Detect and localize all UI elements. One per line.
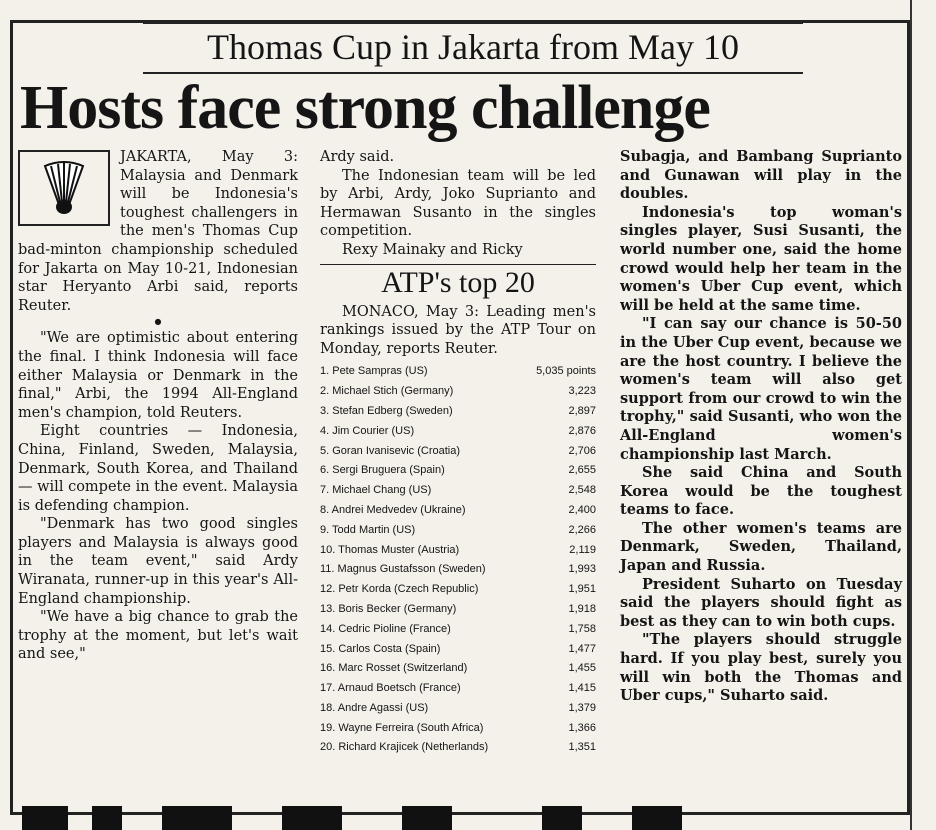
article-paragraph: "We have a big chance to grab the trophy at the moment, but let's wait and see,": [18, 609, 298, 663]
ranking-row: [320, 501, 596, 521]
ranking-points: 2,400: [568, 503, 596, 516]
ranking-points: 1,918: [568, 602, 596, 615]
rankings-list: [320, 362, 596, 758]
ranking-row: [320, 699, 596, 719]
adjacent-column-fragment: [915, 110, 936, 830]
ranking-points: 2,119: [569, 543, 596, 556]
ranking-player: 20. Richard Krajicek (Netherlands): [320, 741, 489, 754]
ranking-points: 2,706: [568, 444, 596, 457]
ranking-row: [320, 620, 596, 640]
sidebar-title: ATP's top 20: [320, 264, 596, 301]
ranking-row: [320, 719, 596, 739]
article-paragraph: The Indonesian team will be led by Arbi, Ardy, Joko Suprianto and Hermawan Susanto in the singles competition.: [320, 167, 596, 240]
ranking-player: 8. Andrei Medvedev (Ukraine): [320, 503, 466, 516]
ranking-points: 2,655: [568, 464, 596, 477]
article-paragraph: Ardy said.: [320, 149, 395, 165]
ranking-player: 7. Michael Chang (US): [320, 484, 432, 497]
ranking-player: 12. Petr Korda (Czech Republic): [320, 583, 479, 596]
ranking-row: [320, 679, 596, 699]
ranking-points: 1,477: [568, 642, 596, 655]
ranking-player: 10. Thomas Muster (Austria): [320, 543, 460, 556]
article-paragraph: Indonesia's top woman's singles player, Susi Susanti, the world number one, said the home crowd would help her team in the women's Uber Cup event, which will be held at the same time.: [620, 203, 902, 314]
ranking-points: 1,758: [568, 622, 596, 635]
ranking-row: [320, 560, 596, 580]
ranking-row: [320, 738, 596, 758]
main-headline: Hosts face strong challenge: [20, 74, 710, 142]
ranking-player: 13. Boris Becker (Germany): [320, 602, 457, 615]
ranking-row: [320, 580, 596, 600]
ranking-player: 5. Goran Ivanisevic (Croatia): [320, 444, 460, 457]
article-paragraph: "The players should struggle hard. If you play best, surely you will win both the Thomas and Uber cups," Suharto said.: [620, 631, 902, 705]
ranking-row: [320, 461, 596, 481]
ranking-player: 9. Todd Martin (US): [320, 523, 416, 536]
article-column-1: [18, 148, 298, 664]
separator-dot: ●: [154, 317, 162, 327]
ranking-player: 14. Cedric Pioline (France): [320, 622, 451, 635]
ranking-player: 2. Michael Stich (Germany): [320, 385, 454, 398]
ranking-points: 2,876: [568, 424, 596, 437]
ranking-points: 1,455: [568, 662, 596, 675]
ranking-points: 1,379: [568, 701, 596, 714]
ranking-row: [320, 481, 596, 501]
ranking-player: 18. Andre Agassi (US): [320, 701, 429, 714]
ranking-points: 2,266: [568, 523, 596, 536]
ranking-player: 6. Sergi Bruguera (Spain): [320, 464, 445, 477]
article-paragraph: "I can say our chance is 50-50 in the Uber Cup event, because we are the host country. I believe the women's team will also get support from our crowd to win the trophy," said Susanti, who won the All-England women's championship last March.: [620, 315, 902, 463]
ranking-row: [320, 402, 596, 422]
ranking-row: [320, 600, 596, 620]
ranking-row: [320, 541, 596, 561]
ranking-row: [320, 521, 596, 541]
article-paragraph: "We are optimistic about entering the final. I think Indonesia will face either Malaysia or Denmark in the final," Arbi, the 1994 All-England men's champion, told Reuters.: [18, 330, 298, 421]
article-paragraph: President Suharto on Tuesday said the players should fight as best as they can to win both cups.: [620, 575, 902, 630]
ranking-points: 3,223: [568, 385, 596, 398]
article-paragraph: Subagja, and Bambang Suprianto and Gunawan will play in the doubles.: [620, 148, 902, 203]
article-paragraph: She said China and South Korea would be the toughest teams to face.: [620, 464, 902, 519]
ranking-points: 2,897: [568, 404, 596, 417]
ranking-points: 1,951: [568, 583, 596, 596]
article-paragraph: Rexy Mainaky and Ricky: [342, 241, 523, 258]
ranking-row: [320, 659, 596, 679]
ranking-player: 16. Marc Rosset (Switzerland): [320, 662, 468, 675]
ranking-player: 15. Carlos Costa (Spain): [320, 642, 441, 655]
ranking-row: [320, 362, 596, 382]
shuttlecock-icon: [18, 150, 110, 226]
ranking-player: 19. Wayne Ferreira (South Africa): [320, 721, 484, 734]
ranking-player: 3. Stefan Edberg (Sweden): [320, 404, 453, 417]
ranking-points: 2,548: [568, 484, 596, 497]
ranking-player: 1. Pete Sampras (US): [320, 365, 428, 378]
article-paragraph: "Denmark has two good singles players and Malaysia is always good in the team event," said Ardy Wiranata, runner-up in this year's All-England championship.: [18, 516, 298, 607]
article-lead: JAKARTA, May 3: Malaysia and Denmark will be Indonesia's toughest challengers in the men's Thomas Cup bad-minton championship scheduled for Jakarta on May 10-21, Indonesian star Heryanto Arbi said, reports Reuter.: [18, 149, 298, 314]
ranking-player: 11. Magnus Gustafsson (Sweden): [320, 563, 486, 576]
cropped-next-headline: [22, 806, 902, 830]
ranking-points: 1,993: [568, 563, 596, 576]
sidebar-intro: MONACO, May 3: Leading men's rankings issued by the ATP Tour on Monday, reports Reuter.: [320, 303, 596, 357]
ranking-player: 4. Jim Courier (US): [320, 424, 415, 437]
ranking-row: [320, 422, 596, 442]
ranking-points: 1,351: [568, 741, 596, 754]
ranking-row: [320, 640, 596, 660]
article-paragraph: The other women's teams are Denmark, Sweden, Thailand, Japan and Russia.: [620, 519, 902, 575]
article-column-2: [320, 148, 596, 758]
article-column-3: [620, 148, 902, 706]
kicker-headline: Thomas Cup in Jakarta from May 10: [143, 22, 803, 74]
ranking-row: [320, 382, 596, 402]
article-paragraph: Eight countries — Indonesia, China, Finland, Sweden, Malaysia, Denmark, South Korea, and Thailand — will compete in the event. Malaysia is defending champion.: [18, 423, 298, 514]
ranking-points: 1,415: [568, 682, 596, 695]
column-rule: [910, 0, 912, 830]
ranking-points: 5,035 points: [536, 365, 596, 378]
ranking-points: 1,366: [568, 721, 596, 734]
ranking-player: 17. Arnaud Boetsch (France): [320, 682, 461, 695]
ranking-row: [320, 442, 596, 462]
